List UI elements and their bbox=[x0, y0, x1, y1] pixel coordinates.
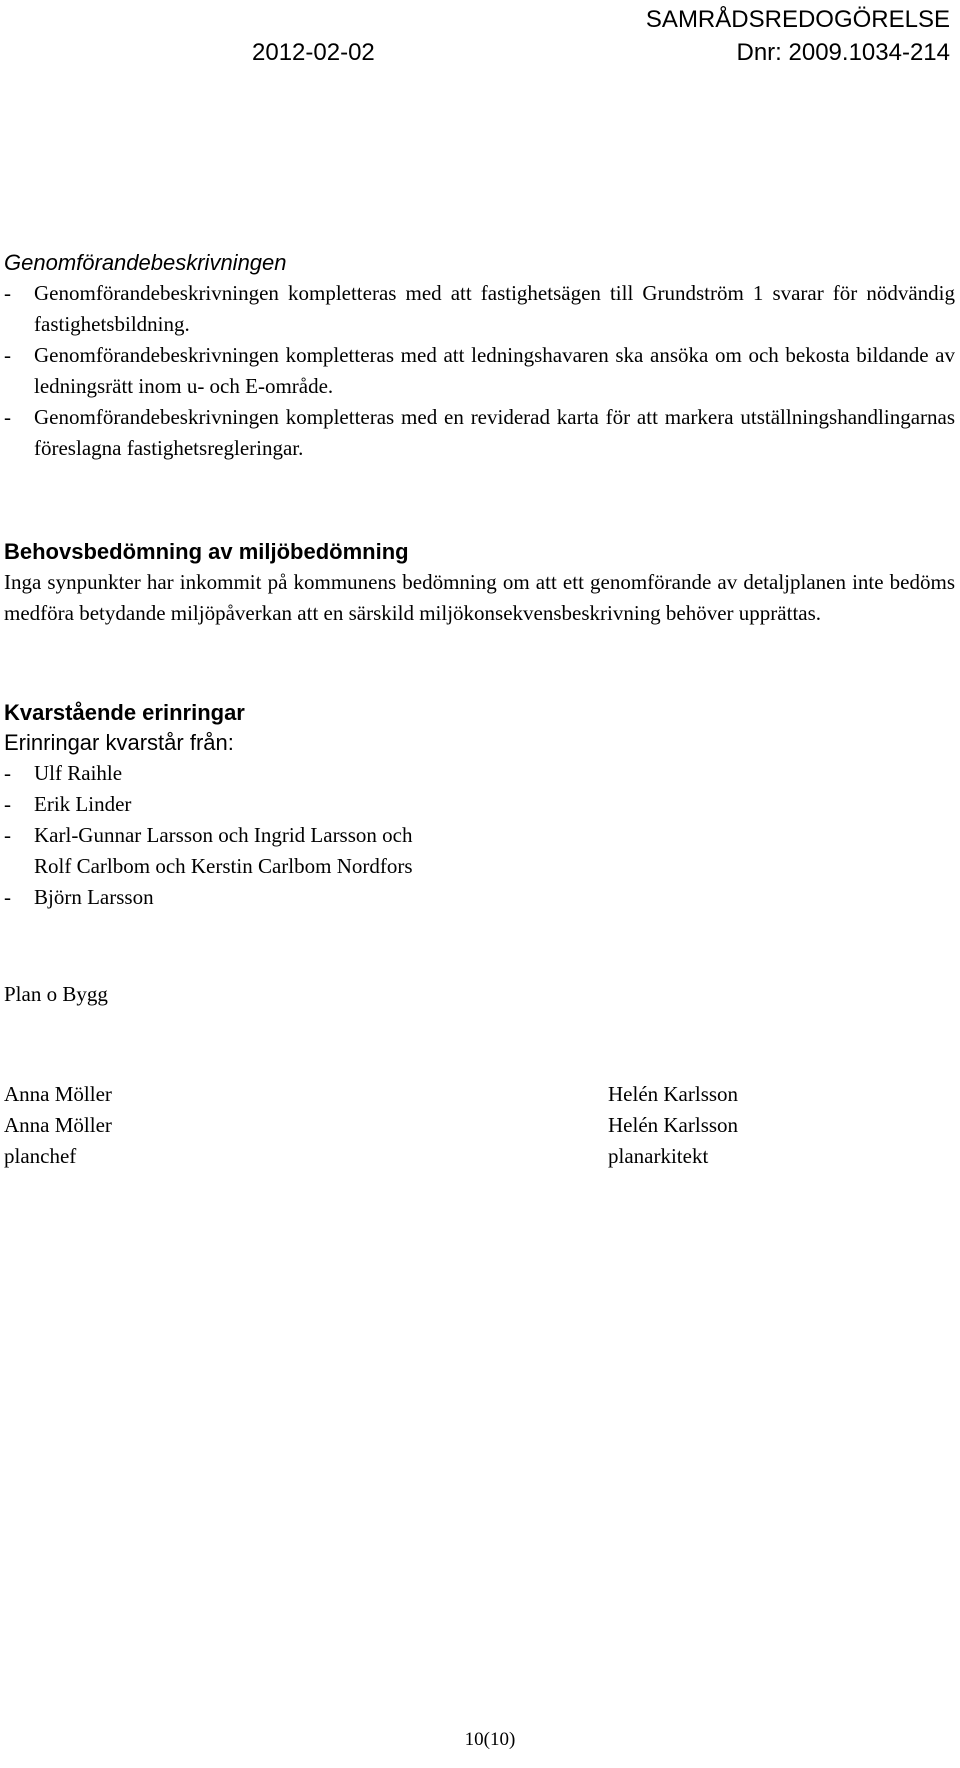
list-item-text: Karl-Gunnar Larsson och Ingrid Larsson och bbox=[34, 823, 413, 847]
section-subheading: Erinringar kvarstår från: bbox=[4, 730, 234, 755]
section-heading: Genomförandebeskrivningen bbox=[4, 250, 287, 275]
list-item-text: Rolf Carlbom och Kerstin Carlbom Nordfors bbox=[34, 854, 413, 878]
list-item bbox=[4, 882, 955, 913]
section-genomforande bbox=[4, 248, 955, 464]
list-item-text: Björn Larsson bbox=[34, 885, 154, 909]
list-dash: - bbox=[4, 343, 11, 367]
list-item-text: Erik Linder bbox=[34, 792, 132, 816]
signature: Helén Karlsson bbox=[608, 1082, 739, 1106]
section-heading: Kvarstående erinringar bbox=[4, 700, 245, 725]
signer-name: Anna Möller bbox=[4, 1113, 112, 1137]
list-item-text: Genomförandebeskrivningen kompletteras med en reviderad karta för att markera utställningshandlingarnas föreslagna fastighetsregleringar. bbox=[34, 405, 955, 460]
section-behovsbedomning bbox=[4, 537, 955, 629]
section-heading: Behovsbedömning av miljöbedömning bbox=[4, 539, 409, 564]
section-paragraph: Inga synpunkter har inkommit på kommunens bedömning om att ett genomförande av detaljplanen inte bedöms medföra betydande miljöpåverkan att en särskild miljökonsekvensbeskrivning behöver upprättas. bbox=[4, 570, 955, 625]
signer-name: Helén Karlsson bbox=[608, 1113, 739, 1137]
signer-role: planarkitekt bbox=[608, 1144, 709, 1168]
list-item-text: Genomförandebeskrivningen kompletteras med att fastighetsägen till Grundström 1 svarar för nödvändig fastighetsbildning. bbox=[34, 281, 955, 336]
section-kvarstaende bbox=[4, 698, 955, 913]
list-dash: - bbox=[4, 281, 11, 305]
list-item bbox=[4, 758, 955, 789]
list-dash: - bbox=[4, 885, 11, 909]
list-item bbox=[4, 820, 955, 851]
signature: Anna Möller bbox=[4, 1082, 112, 1106]
list-item bbox=[4, 789, 955, 820]
list-dash: - bbox=[4, 761, 11, 785]
list-item bbox=[4, 340, 955, 402]
page-number: 10(10) bbox=[464, 1729, 516, 1750]
signature-block-right bbox=[608, 1079, 738, 1172]
organisation-name: Plan o Bygg bbox=[4, 982, 108, 1006]
signature-block-left bbox=[4, 1079, 112, 1172]
list-dash: - bbox=[4, 405, 11, 429]
signer-role: planchef bbox=[4, 1144, 77, 1168]
list-item-text: Genomförandebeskrivningen kompletteras med att ledningshavaren ska ansöka om och bekosta bildande av ledningsrätt inom u- och E-område. bbox=[34, 343, 955, 398]
list-dash: - bbox=[4, 823, 11, 847]
document-date: 2012-02-02 bbox=[252, 39, 375, 66]
list-item-continuation bbox=[4, 851, 955, 882]
list-dash: - bbox=[4, 792, 11, 816]
list-item-text: Ulf Raihle bbox=[34, 761, 123, 785]
document-title: SAMRÅDSREDOGÖRELSE bbox=[645, 6, 950, 33]
document-number: Dnr: 2009.1034-214 bbox=[736, 39, 950, 66]
list-item bbox=[4, 278, 955, 340]
list-item bbox=[4, 402, 955, 464]
